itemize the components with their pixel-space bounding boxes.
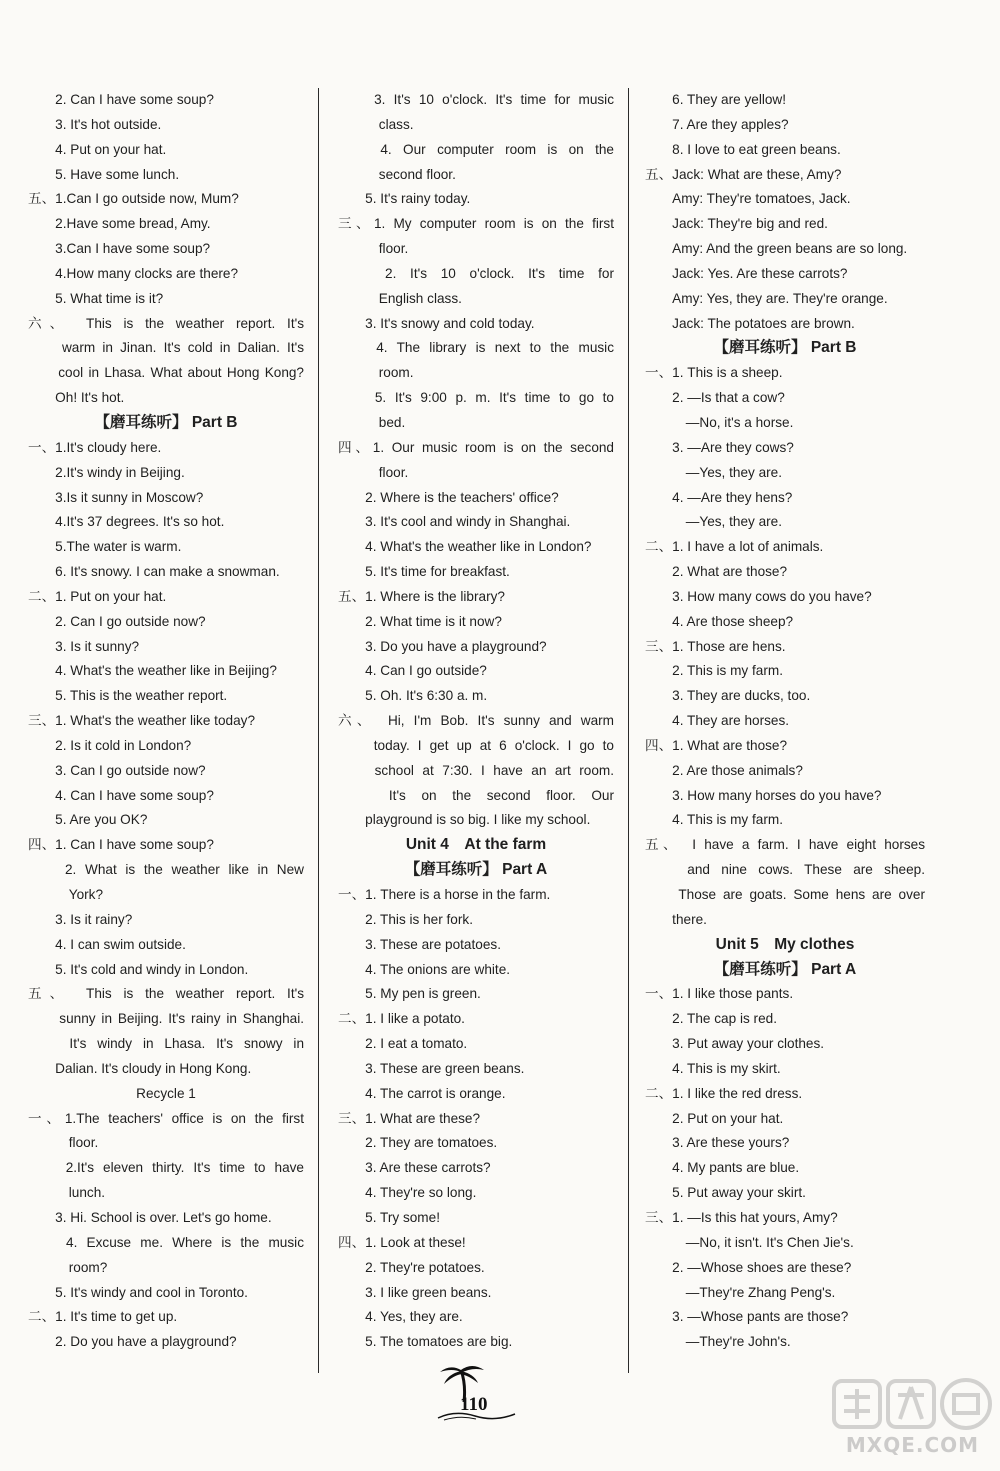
- answer-line: floor.: [338, 241, 409, 257]
- answer-line: —No, it isn't. It's Chen Jie's.: [645, 1234, 854, 1250]
- answer-line: 4. Excuse me. Where is the music: [28, 1234, 304, 1250]
- answer-line: 五、1.Can I go outside now, Mum?: [28, 191, 239, 207]
- answer-line: 5. It's 9:00 p. m. It's time to go to: [338, 390, 614, 406]
- watermark-logo-icon: [830, 1375, 995, 1435]
- answer-line: playground is so big. I like my school.: [338, 812, 591, 828]
- answer-line: 一、1. This is a sheep.: [645, 365, 783, 381]
- answer-line: 4. Can I have some soup?: [28, 787, 214, 803]
- answer-line: 3.Can I have some soup?: [28, 241, 211, 257]
- answer-line: 5. It's rainy today.: [338, 191, 471, 207]
- answer-line: 一、1.The teachers' office is on the first: [28, 1110, 304, 1126]
- answer-line: 3. Do you have a playground?: [338, 638, 547, 654]
- answer-line: 3. It's 10 o'clock. It's time for music: [338, 92, 614, 107]
- answer-line: 2. This is my farm.: [645, 663, 783, 679]
- section-heading: 【磨耳练听】 Part A: [713, 960, 857, 978]
- answer-line: —Yes, they are.: [645, 464, 782, 480]
- answer-line: 2. They're potatoes.: [338, 1259, 485, 1275]
- page-number-badge: [430, 1362, 520, 1422]
- answer-line: 2.It's windy in Beijing.: [28, 464, 185, 480]
- answer-line: 五、1. Where is the library?: [338, 588, 505, 604]
- answer-line: 3. These are green beans.: [338, 1060, 525, 1076]
- page-number: 110: [460, 1394, 488, 1415]
- answer-line: 2. It's 10 o'clock. It's time for: [338, 265, 614, 281]
- answer-line: second floor.: [338, 166, 456, 182]
- answer-line: 2. What is the weather like in New: [28, 862, 304, 878]
- answer-line: 5. The tomatoes are big.: [338, 1334, 513, 1350]
- answer-line: 4. The onions are white.: [338, 961, 511, 977]
- answer-line: 5. Try some!: [338, 1209, 440, 1225]
- answer-line: Oh! It's hot.: [28, 390, 125, 406]
- answer-line: 4. Can I go outside?: [338, 663, 487, 679]
- answer-line: bed.: [338, 414, 406, 430]
- answer-line: Jack: Yes. Are these carrots?: [645, 265, 848, 281]
- section-heading: Unit 4 At the farm: [405, 836, 547, 854]
- answer-line: 3. Is it sunny?: [28, 638, 140, 654]
- answer-line: 四、1. What are those?: [645, 737, 788, 753]
- answer-line: 五、Jack: What are these, Amy?: [645, 166, 842, 182]
- answer-line: 4. They're so long.: [338, 1185, 477, 1201]
- section-heading: 【磨耳练听】 Part A: [404, 861, 548, 879]
- section-heading: Unit 5 My clothes: [715, 935, 855, 953]
- answer-line: 二、1. I have a lot of animals.: [645, 539, 824, 555]
- answer-line: 五、 This is the weather report. It's: [28, 986, 304, 1002]
- answer-line: 2. What are those?: [645, 564, 788, 580]
- answer-line: 3. I like green beans.: [338, 1284, 492, 1300]
- answer-line: 2. Are those animals?: [645, 762, 803, 778]
- answer-line: 3. Are these carrots?: [338, 1160, 491, 1176]
- answer-line: 4. The carrot is orange.: [338, 1085, 506, 1101]
- answer-line: It's on the second floor. Our: [338, 787, 614, 803]
- answer-line: 五、 I have a farm. I have eight horses: [645, 837, 925, 853]
- answer-line: 一、1. There is a horse in the farm.: [338, 887, 551, 902]
- answer-line: 二、1. I like the red dress.: [645, 1085, 803, 1101]
- answer-line: 4. What's the weather like in London?: [338, 539, 592, 555]
- answer-line: 四、1. Look at these!: [338, 1234, 466, 1250]
- answer-line: 2. Where is the teachers' office?: [338, 489, 559, 505]
- answer-line: 7. Are they apples?: [645, 116, 789, 132]
- answer-line: 4. This is my farm.: [645, 812, 783, 828]
- answer-line: 二、1. It's time to get up.: [28, 1309, 178, 1325]
- answer-line: —Yes, they are.: [645, 514, 782, 530]
- answer-line: 3. It's cool and windy in Shanghai.: [338, 514, 571, 530]
- answer-line: 4. They are horses.: [645, 713, 790, 729]
- answer-line: 5.The water is warm.: [28, 539, 182, 555]
- answer-line: Those are goats. Some hens are over: [645, 887, 925, 902]
- answer-line: York?: [28, 887, 104, 902]
- answer-line: 2. Do you have a playground?: [28, 1334, 237, 1350]
- answer-line: 一、1. I like those pants.: [645, 986, 794, 1002]
- answer-line: 2. —Is that a cow?: [645, 390, 785, 406]
- answer-line: lunch.: [28, 1185, 106, 1201]
- watermark-site: MXQE.COM: [845, 1433, 980, 1457]
- answer-line: 2. I eat a tomato.: [338, 1036, 468, 1052]
- answer-line: 一、1.It's cloudy here.: [28, 439, 162, 455]
- answer-line: 3. These are potatoes.: [338, 936, 501, 952]
- answer-line: —No, it's a horse.: [645, 414, 794, 430]
- answer-line: 5. It's cold and windy in London.: [28, 961, 249, 977]
- watermark: [830, 1375, 995, 1465]
- answer-line: school at 7:30. I have an art room.: [338, 762, 614, 778]
- answer-line: 三、1. My computer room is on the first: [338, 216, 614, 232]
- answer-line: 2. What time is it now?: [338, 613, 502, 629]
- answer-line: 4. I can swim outside.: [28, 936, 186, 952]
- answer-line: 2. Put on your hat.: [645, 1110, 784, 1126]
- answer-line: floor.: [338, 464, 409, 480]
- answer-line: and nine cows. These are sheep.: [645, 862, 925, 878]
- answer-line: 三、1. What are these?: [338, 1110, 481, 1126]
- answer-line: 2. Can I have some soup?: [28, 92, 214, 107]
- answer-line: 4. The library is next to the music: [338, 340, 614, 356]
- answer-line: there.: [645, 911, 707, 927]
- answer-line: 3. —Are they cows?: [645, 439, 794, 455]
- column-divider: [318, 88, 319, 1373]
- answer-line: It's windy in Lhasa. It's snowy in: [28, 1036, 304, 1052]
- answer-line: 4. Yes, they are.: [338, 1309, 463, 1325]
- answer-line: —They're John's.: [645, 1334, 791, 1350]
- answer-line: 2. This is her fork.: [338, 911, 473, 927]
- answer-line: English class.: [338, 290, 462, 306]
- answer-line: 3. Is it rainy?: [28, 911, 133, 927]
- answer-line: 3. They are ducks, too.: [645, 688, 811, 704]
- answer-line: 6. They are yellow!: [645, 92, 787, 107]
- answer-line: 5. It's windy and cool in Toronto.: [28, 1284, 248, 1300]
- answer-line: 三、1. What's the weather like today?: [28, 713, 255, 729]
- answer-line: Amy: And the green beans are so long.: [645, 241, 908, 257]
- answer-column-right: [645, 88, 925, 1355]
- answer-line: 3. How many cows do you have?: [645, 588, 872, 604]
- answer-line: 5. This is the weather report.: [28, 688, 228, 704]
- answer-line: 5. Have some lunch.: [28, 166, 180, 182]
- answer-line: 六、 Hi, I'm Bob. It's sunny and warm: [338, 713, 614, 729]
- answer-line: room.: [338, 365, 414, 381]
- answer-line: 2. They are tomatoes.: [338, 1135, 498, 1151]
- answer-line: 4. This is my skirt.: [645, 1060, 781, 1076]
- answer-line: 4. My pants are blue.: [645, 1160, 800, 1176]
- section-heading: 【磨耳练听】 Part B: [94, 413, 238, 431]
- answer-line: 2. Is it cold in London?: [28, 737, 192, 753]
- answer-line: 3. Can I go outside now?: [28, 762, 206, 778]
- answer-line: 二、1. Put on your hat.: [28, 588, 167, 604]
- answer-line: Jack: The potatoes are brown.: [645, 315, 855, 331]
- answer-column-left: [28, 88, 304, 1355]
- answer-line: 三、1. Those are hens.: [645, 638, 786, 654]
- answer-line: 4. Our computer room is on the: [338, 141, 614, 157]
- answer-line: Amy: They're tomatoes, Jack.: [645, 191, 851, 207]
- answer-line: today. I get up at 6 o'clock. I go to: [338, 737, 614, 753]
- answer-line: 3. Put away your clothes.: [645, 1036, 825, 1052]
- answer-line: 六、 This is the weather report. It's: [28, 315, 304, 331]
- answer-line: cool in Lhasa. What about Hong Kong?: [28, 365, 304, 381]
- answer-line: 四、1. Our music room is on the second: [338, 439, 614, 455]
- section-heading: 【磨耳练听】 Part B: [713, 339, 857, 357]
- answer-line: 4. Are those sheep?: [645, 613, 794, 629]
- answer-line: sunny in Beijing. It's rainy in Shanghai.: [28, 1011, 304, 1027]
- answer-line: 2.It's eleven thirty. It's time to have: [28, 1160, 304, 1176]
- answer-line: 3. It's snowy and cold today.: [338, 315, 535, 331]
- answer-line: 4. What's the weather like in Beijing?: [28, 663, 277, 679]
- answer-line: 3. —Whose pants are those?: [645, 1309, 849, 1325]
- answer-column-middle: [338, 88, 614, 1355]
- section-subheading: Recycle 1: [136, 1085, 196, 1101]
- column-divider: [628, 88, 629, 1373]
- answer-line: room?: [28, 1259, 108, 1275]
- answer-line: 5. My pen is green.: [338, 986, 481, 1002]
- answer-line: 3. Are these yours?: [645, 1135, 790, 1151]
- answer-line: 3. Hi. School is over. Let's go home.: [28, 1209, 272, 1225]
- answer-line: Dalian. It's cloudy in Hong Kong.: [28, 1060, 252, 1076]
- answer-line: class.: [338, 116, 414, 132]
- answer-line: 3.Is it sunny in Moscow?: [28, 489, 204, 505]
- answer-line: —They're Zhang Peng's.: [645, 1284, 836, 1300]
- answer-line: 5. Oh. It's 6:30 a. m.: [338, 688, 488, 704]
- answer-line: 5. What time is it?: [28, 290, 164, 306]
- answer-line: 5. Put away your skirt.: [645, 1185, 806, 1201]
- answer-line: 4.It's 37 degrees. It's so hot.: [28, 514, 225, 530]
- answer-line: 4.How many clocks are there?: [28, 265, 239, 281]
- answer-line: 3. How many horses do you have?: [645, 787, 882, 803]
- answer-line: 5. It's time for breakfast.: [338, 564, 510, 580]
- answer-line: 4. Put on your hat.: [28, 141, 167, 157]
- answer-line: 8. I love to eat green beans.: [645, 141, 841, 157]
- answer-line: 3. It's hot outside.: [28, 116, 162, 132]
- answer-line: 6. It's snowy. I can make a snowman.: [28, 564, 280, 580]
- answer-line: floor.: [28, 1135, 99, 1151]
- answer-line: 2.Have some bread, Amy.: [28, 216, 211, 232]
- answer-line: 2. —Whose shoes are these?: [645, 1259, 852, 1275]
- answer-line: Jack: They're big and red.: [645, 216, 828, 232]
- answer-line: Amy: Yes, they are. They're orange.: [645, 290, 888, 306]
- answer-line: 三、1. —Is this hat yours, Amy?: [645, 1209, 838, 1225]
- answer-line: 2. Can I go outside now?: [28, 613, 206, 629]
- answer-line: warm in Jinan. It's cold in Dalian. It's: [28, 340, 304, 356]
- answer-line: 5. Are you OK?: [28, 812, 148, 828]
- answer-line: 二、1. I like a potato.: [338, 1011, 465, 1027]
- answer-line: 四、1. Can I have some soup?: [28, 837, 214, 853]
- answer-line: 2. The cap is red.: [645, 1011, 777, 1027]
- answer-line: 4. —Are they hens?: [645, 489, 793, 505]
